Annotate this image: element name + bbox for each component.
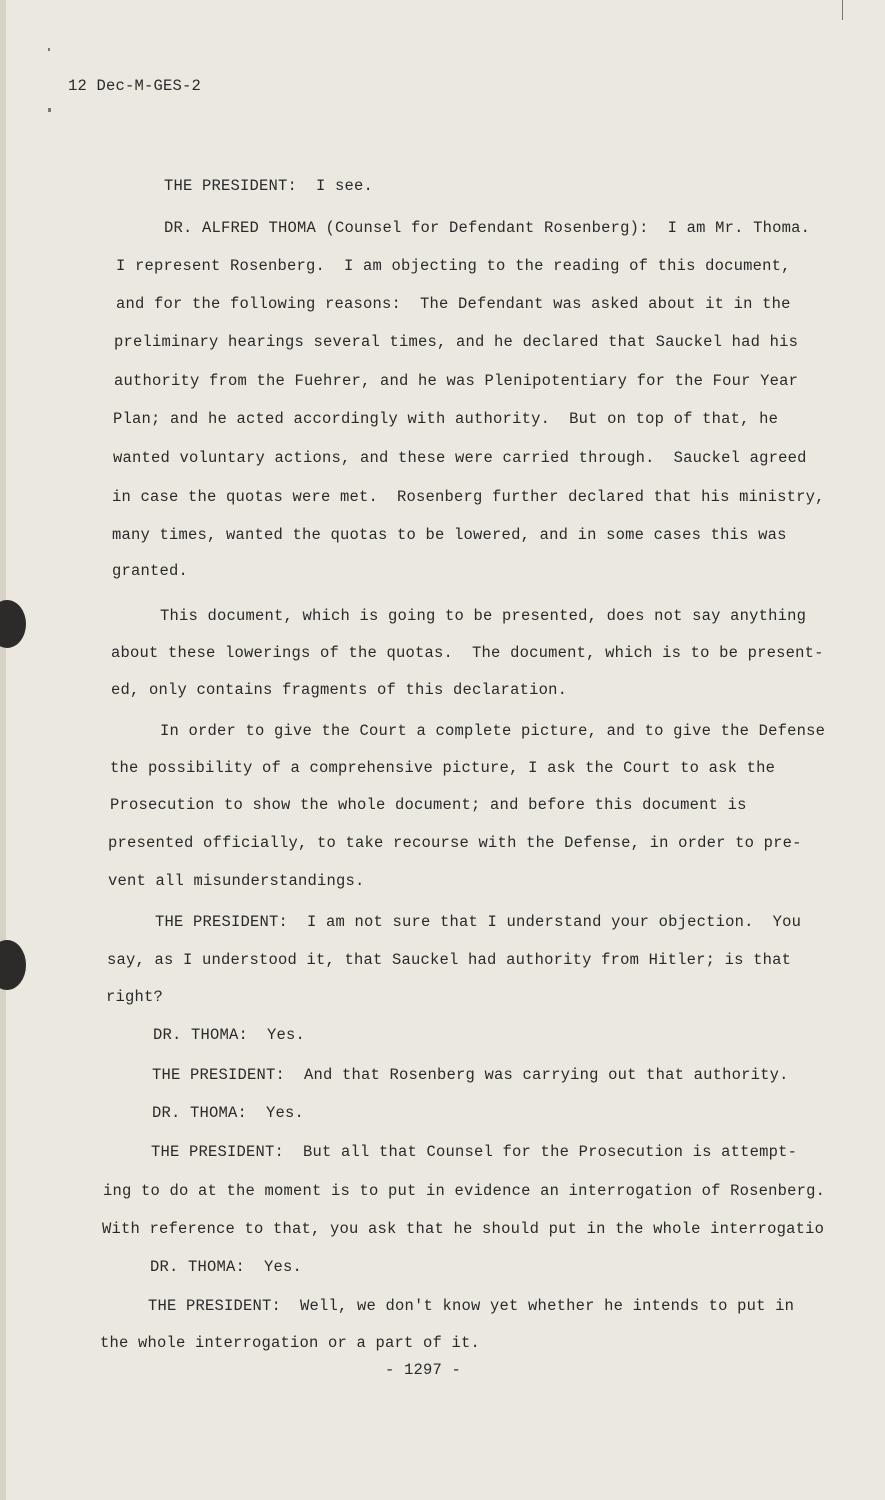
text-line: Plan; and he acted accordingly with authority. But on top of that, he	[113, 410, 779, 428]
text-line: THE PRESIDENT: But all that Counsel for the Prosecution is attempt-	[151, 1143, 798, 1161]
fold-line	[842, 0, 843, 20]
text-line: the whole interrogation or a part of it.	[100, 1334, 481, 1352]
text-line: This document, which is going to be presented, does not say anything	[160, 607, 807, 625]
paper-edge	[0, 0, 6, 1500]
text-line: authority from the Fuehrer, and he was Plenipotentiary for the Four Year	[114, 372, 799, 390]
text-line: presented officially, to take recourse with the Defense, in order to pre-	[108, 834, 802, 852]
text-line: wanted voluntary actions, and these were carried through. Sauckel agreed	[113, 449, 807, 467]
text-line: the possibility of a comprehensive picture, I ask the Court to ask the	[110, 759, 776, 777]
text-line: about these lowerings of the quotas. The document, which is to be present-	[111, 644, 824, 662]
text-line: say, as I understood it, that Sauckel had authority from Hitler; is that	[107, 951, 792, 969]
text-line: Prosecution to show the whole document; and before this document is	[110, 796, 747, 814]
text-line: With reference to that, you ask that he should put in the whole interrogatio	[102, 1220, 825, 1238]
text-line: granted.	[112, 562, 189, 580]
text-line: many times, wanted the quotas to be lowered, and in some cases this was	[112, 526, 787, 544]
text-line: DR. THOMA: Yes.	[152, 1104, 305, 1122]
text-line: THE PRESIDENT: I see.	[164, 177, 374, 195]
text-line: and for the following reasons: The Defendant was asked about it in the	[116, 295, 791, 313]
text-line: ing to do at the moment is to put in evidence an interrogation of Rosenberg.	[103, 1182, 826, 1200]
text-line: THE PRESIDENT: I am not sure that I understand your objection. You	[155, 913, 802, 931]
text-line: THE PRESIDENT: Well, we don't know yet whether he intends to put in	[148, 1297, 795, 1315]
text-line: DR. THOMA: Yes.	[150, 1258, 303, 1276]
ink-speck	[48, 108, 51, 112]
text-line: THE PRESIDENT: And that Rosenberg was carrying out that authority.	[152, 1066, 789, 1084]
text-line: vent all misunderstandings.	[108, 872, 365, 890]
text-line: DR. THOMA: Yes.	[153, 1026, 306, 1044]
text-line: I represent Rosenberg. I am objecting to the reading of this document,	[116, 257, 791, 275]
punch-hole	[0, 600, 26, 648]
text-line: DR. ALFRED THOMA (Counsel for Defendant Rosenberg): I am Mr. Thoma.	[164, 219, 811, 237]
punch-hole	[0, 940, 26, 990]
text-line: preliminary hearings several times, and he declared that Sauckel had his	[114, 333, 799, 351]
page-number: - 1297 -	[385, 1361, 462, 1379]
text-line: In order to give the Court a complete picture, and to give the Defense	[160, 722, 826, 740]
ink-speck	[48, 48, 50, 51]
document-header: 12 Dec-M-GES-2	[68, 77, 202, 95]
text-line: right?	[106, 988, 164, 1006]
text-line: ed, only contains fragments of this declaration.	[111, 681, 568, 699]
text-line: in case the quotas were met. Rosenberg further declared that his ministry,	[112, 488, 825, 506]
